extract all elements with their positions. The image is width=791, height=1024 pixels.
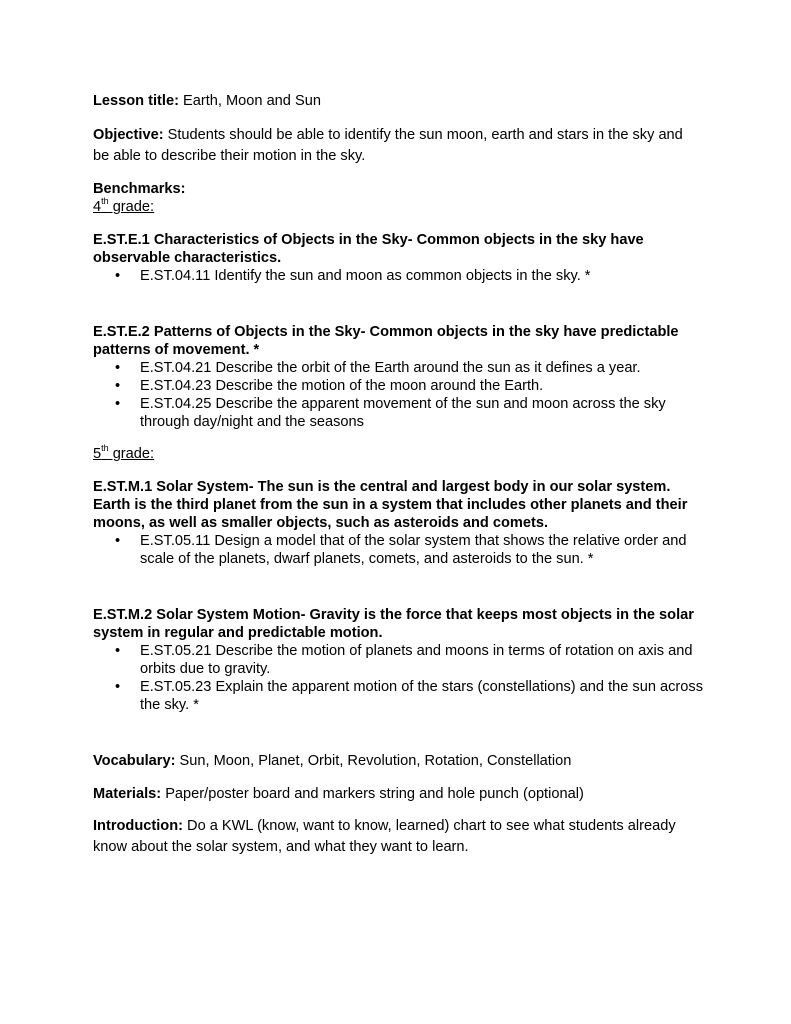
list-item-text: E.ST.04.21 Describe the orbit of the Earth around the sun as it defines a year. bbox=[140, 360, 641, 376]
grade-5-label: grade: bbox=[108, 446, 155, 462]
introduction-line bbox=[93, 816, 703, 858]
list-item bbox=[115, 359, 703, 377]
objective-label: Objective: bbox=[93, 127, 164, 143]
list-item-text: E.ST.05.21 Describe the motion of planets and moons in terms of rotation on axis and orbits due to gravity. bbox=[140, 643, 693, 677]
standard-heading-este1: E.ST.E.1 Characteristics of Objects in the Sky- Common objects in the sky have observable characteristics. bbox=[93, 232, 644, 266]
bullet-icon: • bbox=[115, 360, 121, 376]
grade-5-suffix: th bbox=[101, 443, 109, 454]
standard-list-este2 bbox=[93, 359, 703, 431]
vocabulary-label: Vocabulary: bbox=[93, 753, 176, 769]
benchmarks-label: Benchmarks: bbox=[93, 181, 186, 197]
list-item-text: E.ST.04.25 Describe the apparent movement of the sun and moon across the sky through day/night and the seasons bbox=[140, 396, 666, 430]
materials-value: Paper/poster board and markers string and hole punch (optional) bbox=[165, 786, 584, 802]
bullet-icon: • bbox=[115, 268, 121, 284]
list-item-text: E.ST.05.23 Explain the apparent motion of the stars (constellations) and the sun across the sky. * bbox=[140, 679, 703, 713]
grade-4-number: 4 bbox=[93, 199, 102, 215]
vocabulary-value: Sun, Moon, Planet, Orbit, Revolution, Rotation, Constellation bbox=[179, 753, 572, 769]
standard-heading-este2: E.ST.E.2 Patterns of Objects in the Sky- Common objects in the sky have predictable patterns of movement. * bbox=[93, 324, 679, 358]
materials-label: Materials: bbox=[93, 786, 162, 802]
list-item-text: E.ST.05.11 Design a model that of the solar system that shows the relative order and scale of the planets, dwarf planets, comets, and asteroids to the sun. * bbox=[140, 533, 687, 567]
introduction-label: Introduction: bbox=[93, 818, 183, 834]
objective-value: Students should be able to identify the sun moon, earth and stars in the sky and be able to describe their motion in the sky. bbox=[93, 127, 683, 164]
materials-line bbox=[93, 785, 703, 803]
standard-list-estm1 bbox=[93, 532, 703, 568]
vocabulary-line bbox=[93, 752, 703, 770]
lesson-title-label: Lesson title: bbox=[93, 93, 179, 109]
benchmarks-heading bbox=[93, 180, 703, 198]
standard-heading-estm1: E.ST.M.1 Solar System- The sun is the central and largest body in our solar system. Earth is the third planet from the sun in a system that includes other planets and their moons, as well as smaller objects, such as asteroids and comets. bbox=[93, 479, 688, 531]
standard-heading-estm2: E.ST.M.2 Solar System Motion- Gravity is the force that keeps most objects in the solar system in regular and predictable motion. bbox=[93, 607, 694, 641]
list-item-text: E.ST.04.23 Describe the motion of the moon around the Earth. bbox=[140, 378, 544, 394]
bullet-icon: • bbox=[115, 378, 121, 394]
bullet-icon: • bbox=[115, 679, 121, 695]
list-item bbox=[115, 642, 703, 678]
grade-4-label: grade: bbox=[108, 199, 155, 215]
list-item bbox=[115, 678, 703, 714]
standard-list-estm2 bbox=[93, 642, 703, 714]
bullet-icon: • bbox=[115, 396, 121, 412]
list-item bbox=[115, 532, 703, 568]
lesson-title-line bbox=[93, 92, 703, 110]
grade-4-suffix: th bbox=[101, 196, 109, 207]
objective-line bbox=[93, 125, 703, 167]
list-item bbox=[115, 267, 703, 285]
list-item-text: E.ST.04.11 Identify the sun and moon as common objects in the sky. * bbox=[140, 268, 591, 284]
list-item bbox=[115, 377, 703, 395]
introduction-value: Do a KWL (know, want to know, learned) chart to see what students already know about the solar system, and what they want to learn. bbox=[93, 818, 676, 855]
grade-4-heading bbox=[93, 198, 703, 216]
grade-5-number: 5 bbox=[93, 446, 102, 462]
grade-5-heading bbox=[93, 445, 703, 463]
lesson-plan-document bbox=[93, 92, 703, 872]
bullet-icon: • bbox=[115, 643, 121, 659]
bullet-icon: • bbox=[115, 533, 121, 549]
list-item bbox=[115, 395, 703, 431]
standard-list-este1 bbox=[93, 267, 703, 285]
lesson-title-value: Earth, Moon and Sun bbox=[183, 93, 321, 109]
